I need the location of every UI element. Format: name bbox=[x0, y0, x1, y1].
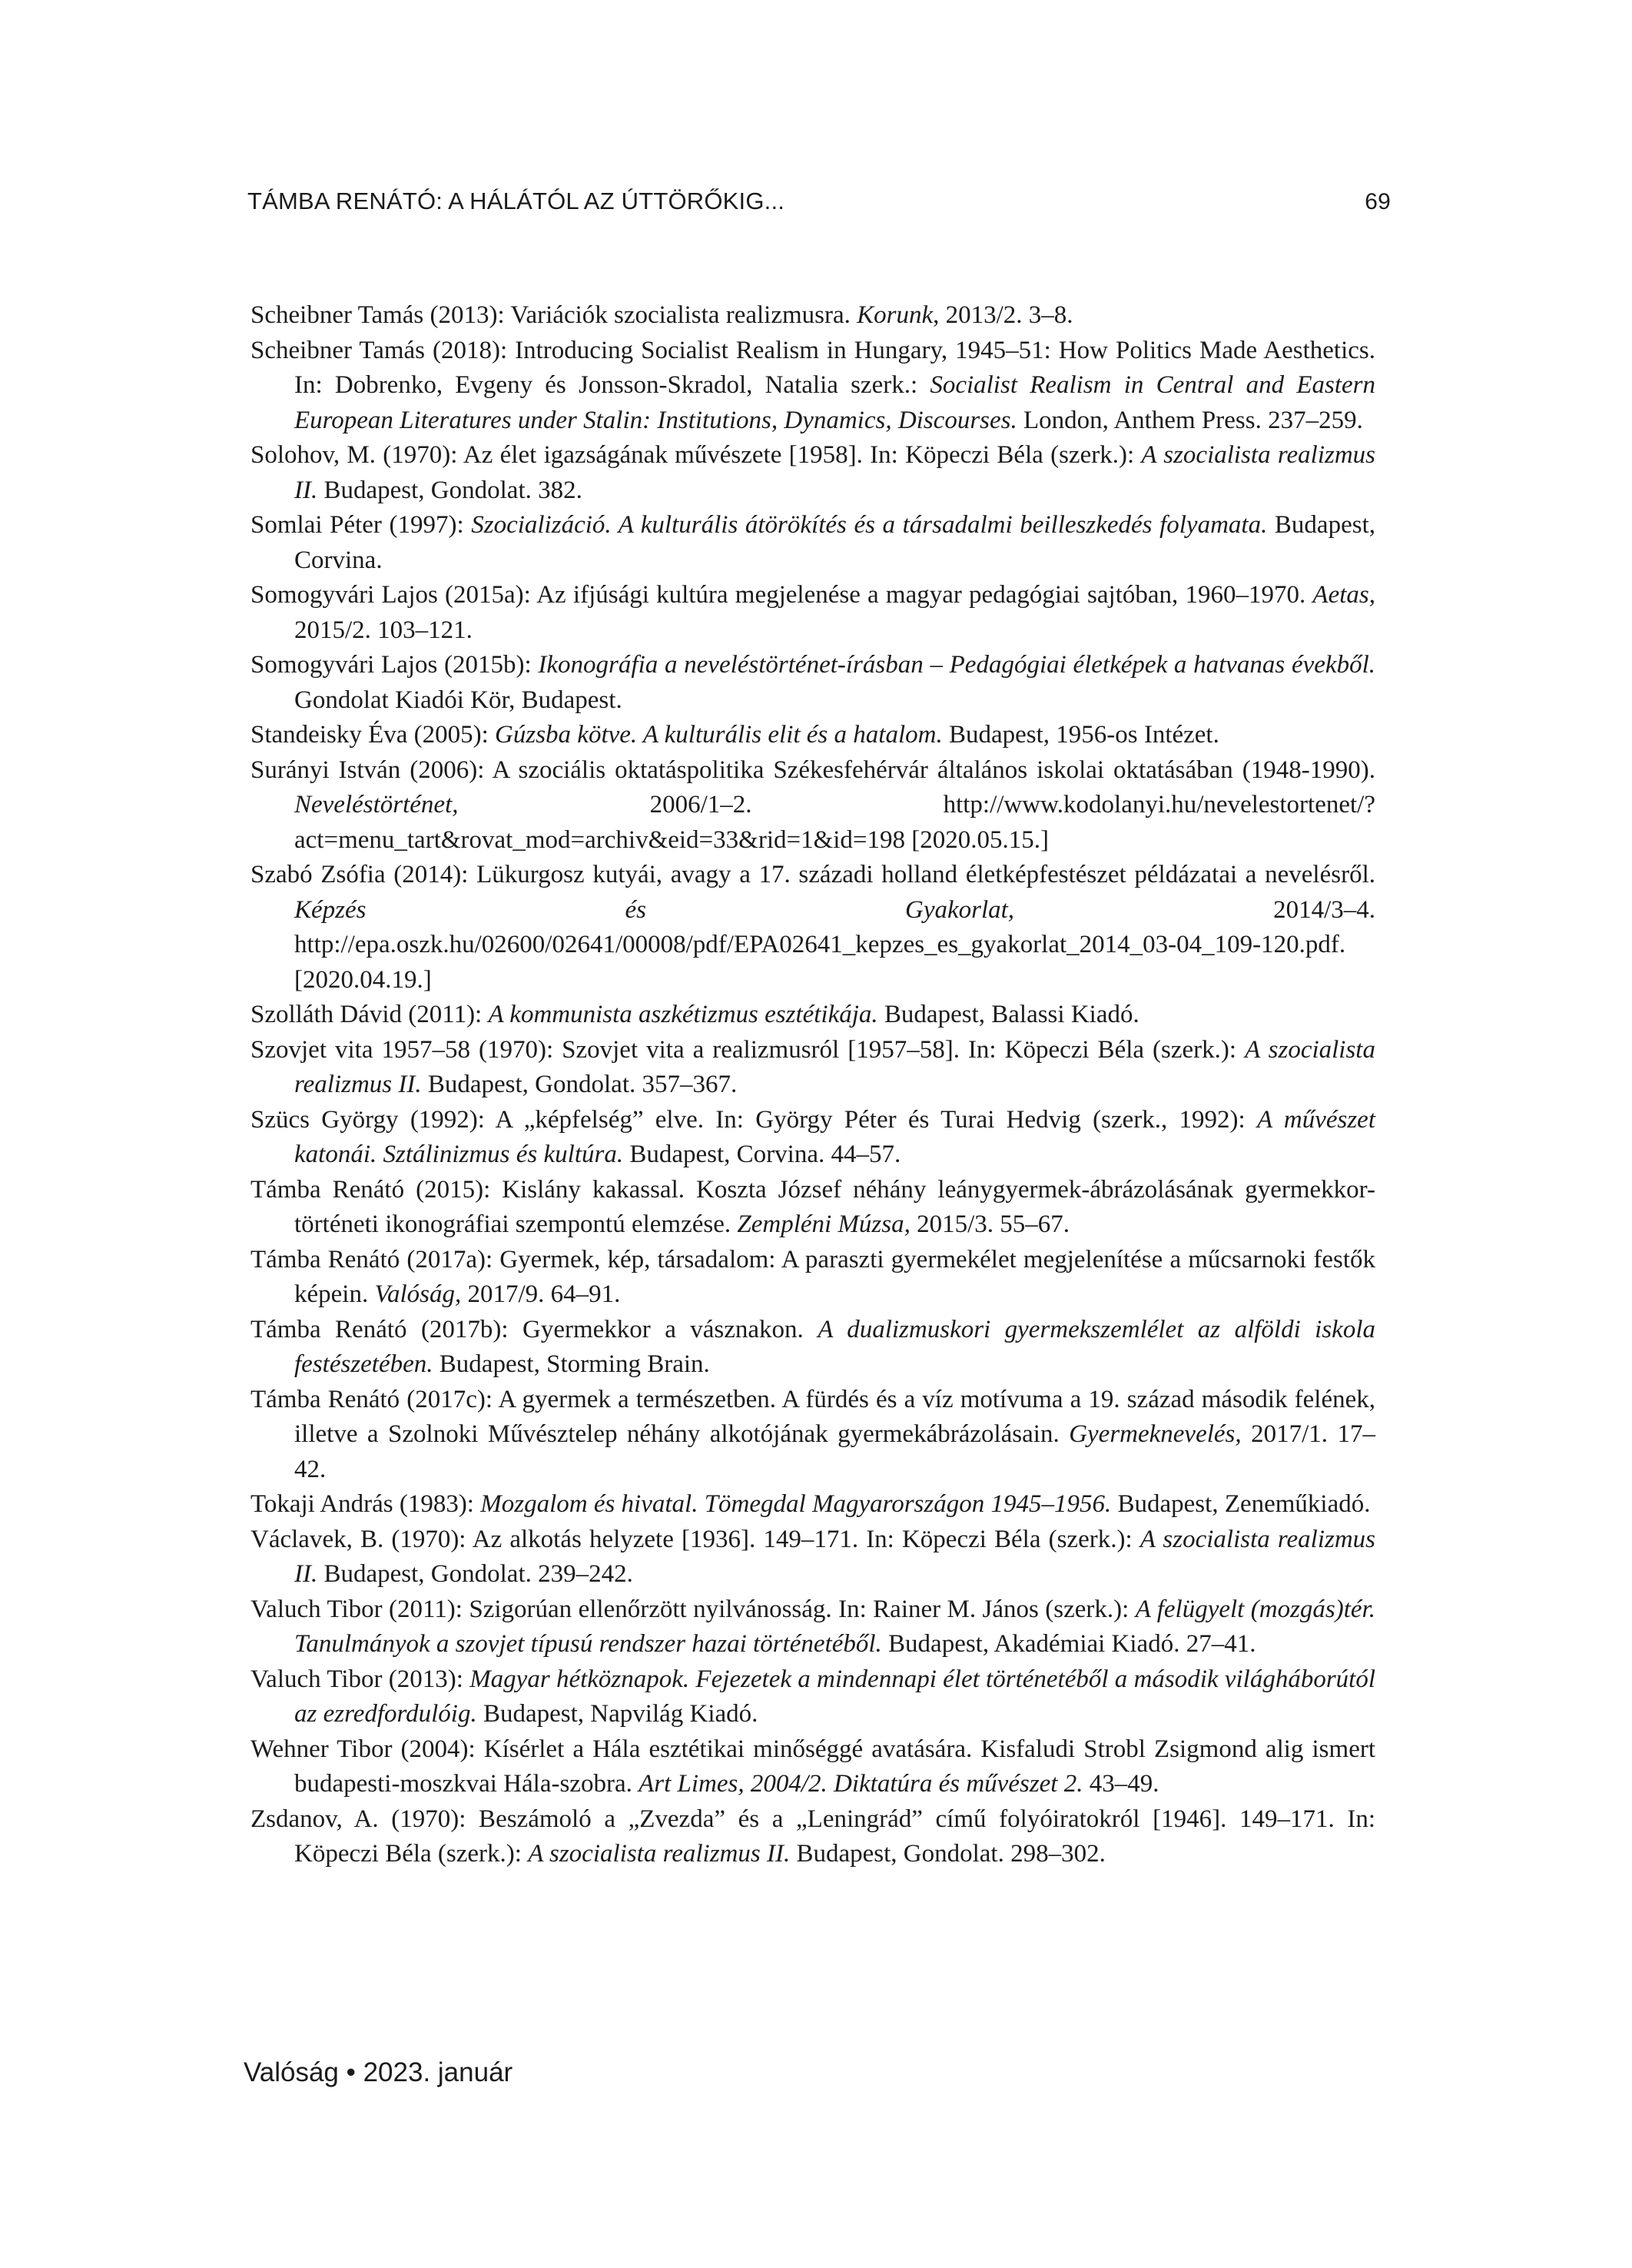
reference-text: , 2013/2. 3–8. bbox=[933, 301, 1073, 329]
reference-text: Szolláth Dávid (2011): bbox=[250, 1001, 489, 1028]
reference-text: 2014/3–4. http://epa.oszk.hu/02600/02641/00008/pdf/EPA02641_kepzes_es_gyakorlat_2014_03-04_109-120.pdf. [2020.04.19.] bbox=[294, 895, 1375, 994]
reference-entry bbox=[250, 298, 1375, 334]
references-list bbox=[250, 298, 1375, 1872]
reference-text: Budapest, Storming Brain. bbox=[433, 1350, 710, 1378]
reference-work-title: A szocialista realizmus II. bbox=[294, 1525, 1376, 1588]
reference-text: Somogyvári Lajos (2015a): Az ifjúsági kultúra megjelenése a magyar pedagógiai sajtóban, 1960–1970. bbox=[250, 581, 1313, 609]
reference-text: Zsdanov, A. (1970): Beszámoló a „Zvezda” és a „Leningrád” című folyóiratokról [1946]. 149–171. In: Köpeczi Béla (szerk.): bbox=[250, 1805, 1375, 1868]
reference-text: 2017/1. 17–42. bbox=[294, 1420, 1375, 1483]
reference-entry bbox=[250, 1523, 1375, 1592]
reference-text: Budapest, Gondolat. 357–367. bbox=[421, 1071, 738, 1098]
journal-footer-text: Valóság • 2023. január bbox=[244, 2057, 513, 2087]
reference-work-title: Art Limes, 2004/2. Diktatúra és művészet 2. bbox=[639, 1770, 1083, 1798]
reference-entry bbox=[250, 648, 1375, 718]
reference-entry bbox=[250, 858, 1375, 998]
reference-entry bbox=[250, 438, 1375, 508]
reference-work-title: Valóság, bbox=[374, 1280, 462, 1308]
reference-entry bbox=[250, 508, 1375, 578]
reference-entry bbox=[250, 1243, 1375, 1313]
reference-text: Támba Renátó (2017b): Gyermekkor a vásznakon. bbox=[250, 1315, 818, 1343]
reference-text: Scheibner Tamás (2013): Variációk szocialista realizmusra. bbox=[250, 301, 857, 329]
reference-text: 2015/3. 55–67. bbox=[910, 1210, 1070, 1238]
reference-work-title: A szocialista realizmus II. bbox=[528, 1840, 791, 1868]
reference-text: Budapest, Gondolat. 382. bbox=[317, 476, 582, 504]
reference-work-title: Gyermeknevelés, bbox=[1069, 1420, 1242, 1448]
reference-work-title: A művészet katonái. Sztálinizmus és kultúra. bbox=[294, 1105, 1375, 1168]
reference-text: Budapest, Corvina. 44–57. bbox=[623, 1141, 901, 1168]
reference-entry bbox=[250, 998, 1375, 1033]
reference-text: Tokaji András (1983): bbox=[250, 1490, 481, 1518]
reference-text: Támba Renátó (2017c): A gyermek a természetben. A fürdés és a víz motívuma a 19. század második felének, illetve a Szolnoki Művésztelep néhány alkotójának gyermekábrázolásain. bbox=[250, 1385, 1375, 1448]
reference-text: Szücs György (1992): A „képfelség” elve. In: György Péter és Turai Hedvig (szerk., 1992): bbox=[250, 1105, 1257, 1134]
reference-work-title: Képzés és Gyakorlat, bbox=[294, 895, 1015, 924]
reference-entry bbox=[250, 1662, 1375, 1732]
reference-entry bbox=[250, 1732, 1375, 1802]
reference-text: Támba Renátó (2015): Kislány kakassal. Koszta József néhány leánygyermek-ábrázolásának gyermekkor-történeti ikonográfiai szempontú elemzése. bbox=[250, 1175, 1375, 1238]
page-footer bbox=[244, 2057, 512, 2089]
reference-work-title: Neveléstörténet, bbox=[294, 791, 459, 819]
reference-entry bbox=[250, 1103, 1375, 1173]
reference-text: Wehner Tibor (2004): Kísérlet a Hála esztétikai minőséggé avatására. Kisfaludi Strobl Zsigmond alig ismert budapesti-moszkvai Hála-szobra. bbox=[250, 1735, 1375, 1798]
reference-text: Budapest, Zeneműkiadó. bbox=[1111, 1490, 1371, 1518]
reference-work-title: A felügyelt (mozgás)tér. Tanulmányok a szovjet típusú rendszer hazai történetéből. bbox=[294, 1595, 1375, 1658]
reference-entry bbox=[250, 1173, 1375, 1243]
reference-text: Szabó Zsófia (2014): Lükurgosz kutyái, avagy a 17. századi holland életképfestészet példázatai a nevelésről. bbox=[250, 861, 1375, 888]
reference-text: Budapest, Napvilág Kiadó. bbox=[476, 1700, 758, 1728]
reference-entry bbox=[250, 1592, 1375, 1662]
reference-work-title: A kommunista aszkétizmus esztétikája. bbox=[488, 1001, 878, 1028]
reference-work-title: A szocialista realizmus II. bbox=[294, 1035, 1375, 1098]
reference-text: Támba Renátó (2017a): Gyermek, kép, társadalom: A paraszti gyermekélet megjelenítése a műcsarnoki festők képein. bbox=[250, 1245, 1375, 1308]
reference-work-title: A dualizmuskori gyermekszemlélet az alföldi iskola festészetében. bbox=[294, 1315, 1375, 1378]
reference-text: Valuch Tibor (2011): Szigorúan ellenőrzött nyilvánosság. In: Rainer M. János (szerk.): bbox=[250, 1595, 1136, 1623]
reference-entry bbox=[250, 578, 1375, 648]
reference-text: Somlai Péter (1997): bbox=[250, 511, 472, 539]
reference-work-title: Zempléni Múzsa, bbox=[737, 1210, 911, 1238]
running-title: TÁMBA RENÁTÓ: A HÁLÁTÓL AZ ÚTTÖRŐKIG... bbox=[247, 188, 785, 214]
reference-text: Budapest, Gondolat. 298–302. bbox=[790, 1840, 1106, 1868]
reference-entry bbox=[250, 1802, 1375, 1872]
reference-entry bbox=[250, 753, 1375, 858]
page-number: 69 bbox=[1365, 189, 1391, 214]
reference-text: Budapest, Akadémiai Kiadó. 27–41. bbox=[881, 1630, 1256, 1658]
reference-text: Somogyvári Lajos (2015b): bbox=[250, 651, 539, 679]
reference-work-title: Gúzsba kötve. A kulturális elit és a hatalom. bbox=[495, 721, 943, 749]
reference-text: Standeisky Éva (2005): bbox=[250, 721, 496, 749]
reference-work-title: Ikonográfia a neveléstörténet-írásban – Pedagógiai életképek a hatvanas évekből. bbox=[538, 651, 1375, 679]
reference-entry bbox=[250, 1313, 1375, 1383]
reference-text: London, Anthem Press. 237–259. bbox=[1017, 406, 1363, 434]
reference-entry bbox=[250, 1033, 1375, 1103]
reference-entry bbox=[250, 1487, 1375, 1523]
reference-text: 43–49. bbox=[1083, 1770, 1159, 1798]
reference-text: Scheibner Tamás (2018): Introducing Socialist Realism in Hungary, 1945–51: How Politics Made Aesthetics. In: Dobrenko, Evgeny és Jonsson-Skradol, Natalia szerk.: bbox=[250, 336, 1375, 399]
reference-text: 2017/9. 64–91. bbox=[461, 1280, 621, 1308]
reference-text: Budapest, Corvina. bbox=[294, 511, 1375, 574]
reference-text: 2015/2. 103–121. bbox=[294, 616, 473, 644]
reference-text: Szovjet vita 1957–58 (1970): Szovjet vita a realizmusról [1957–58]. In: Köpeczi Béla (szerk.): bbox=[250, 1035, 1246, 1064]
reference-work-title: Aetas, bbox=[1312, 581, 1375, 609]
reference-entry bbox=[250, 1383, 1375, 1488]
reference-text: Budapest, Balassi Kiadó. bbox=[877, 1001, 1139, 1028]
reference-text: Surányi István (2006): A szociális oktatáspolitika Székesfehérvár általános iskolai oktatásában (1948-1990). bbox=[250, 755, 1375, 784]
reference-text: 2006/1–2. http://www.kodolanyi.hu/nevelestortenet/?act=menu_tart&rovat_mod=archiv&eid=33&rid=1&id=198 [2020.05.15.] bbox=[294, 791, 1375, 854]
reference-text: Budapest, 1956-os Intézet. bbox=[942, 721, 1219, 749]
reference-entry bbox=[250, 718, 1375, 753]
reference-work-title: Szocializáció. A kulturális átörökítés és a társadalmi beilleszkedés folyamata. bbox=[471, 511, 1268, 539]
reference-text: Václavek, B. (1970): Az alkotás helyzete [1936]. 149–171. In: Köpeczi Béla (szerk.): bbox=[250, 1525, 1140, 1553]
page-header bbox=[247, 187, 1391, 217]
reference-work-title: Magyar hétköznapok. Fejezetek a mindennapi élet történetéből a második világháborútól az ezredfordulóig. bbox=[294, 1665, 1376, 1728]
reference-work-title: Mozgalom és hivatal. Tömegdal Magyarországon 1945–1956. bbox=[480, 1490, 1112, 1518]
reference-work-title: A szocialista realizmus II. bbox=[294, 441, 1376, 504]
reference-entry bbox=[250, 334, 1375, 439]
reference-text: Gondolat Kiadói Kör, Budapest. bbox=[294, 686, 622, 714]
reference-work-title: Korunk bbox=[857, 301, 934, 329]
reference-text: Solohov, M. (1970): Az élet igazságának művészete [1958]. In: Köpeczi Béla (szerk.): bbox=[250, 441, 1142, 469]
reference-text: Valuch Tibor (2013): bbox=[250, 1665, 470, 1693]
reference-work-title: Socialist Realism in Central and Eastern European Literatures under Stalin: Institutions, Dynamics, Discourses. bbox=[294, 371, 1375, 434]
reference-text: Budapest, Gondolat. 239–242. bbox=[317, 1560, 633, 1588]
